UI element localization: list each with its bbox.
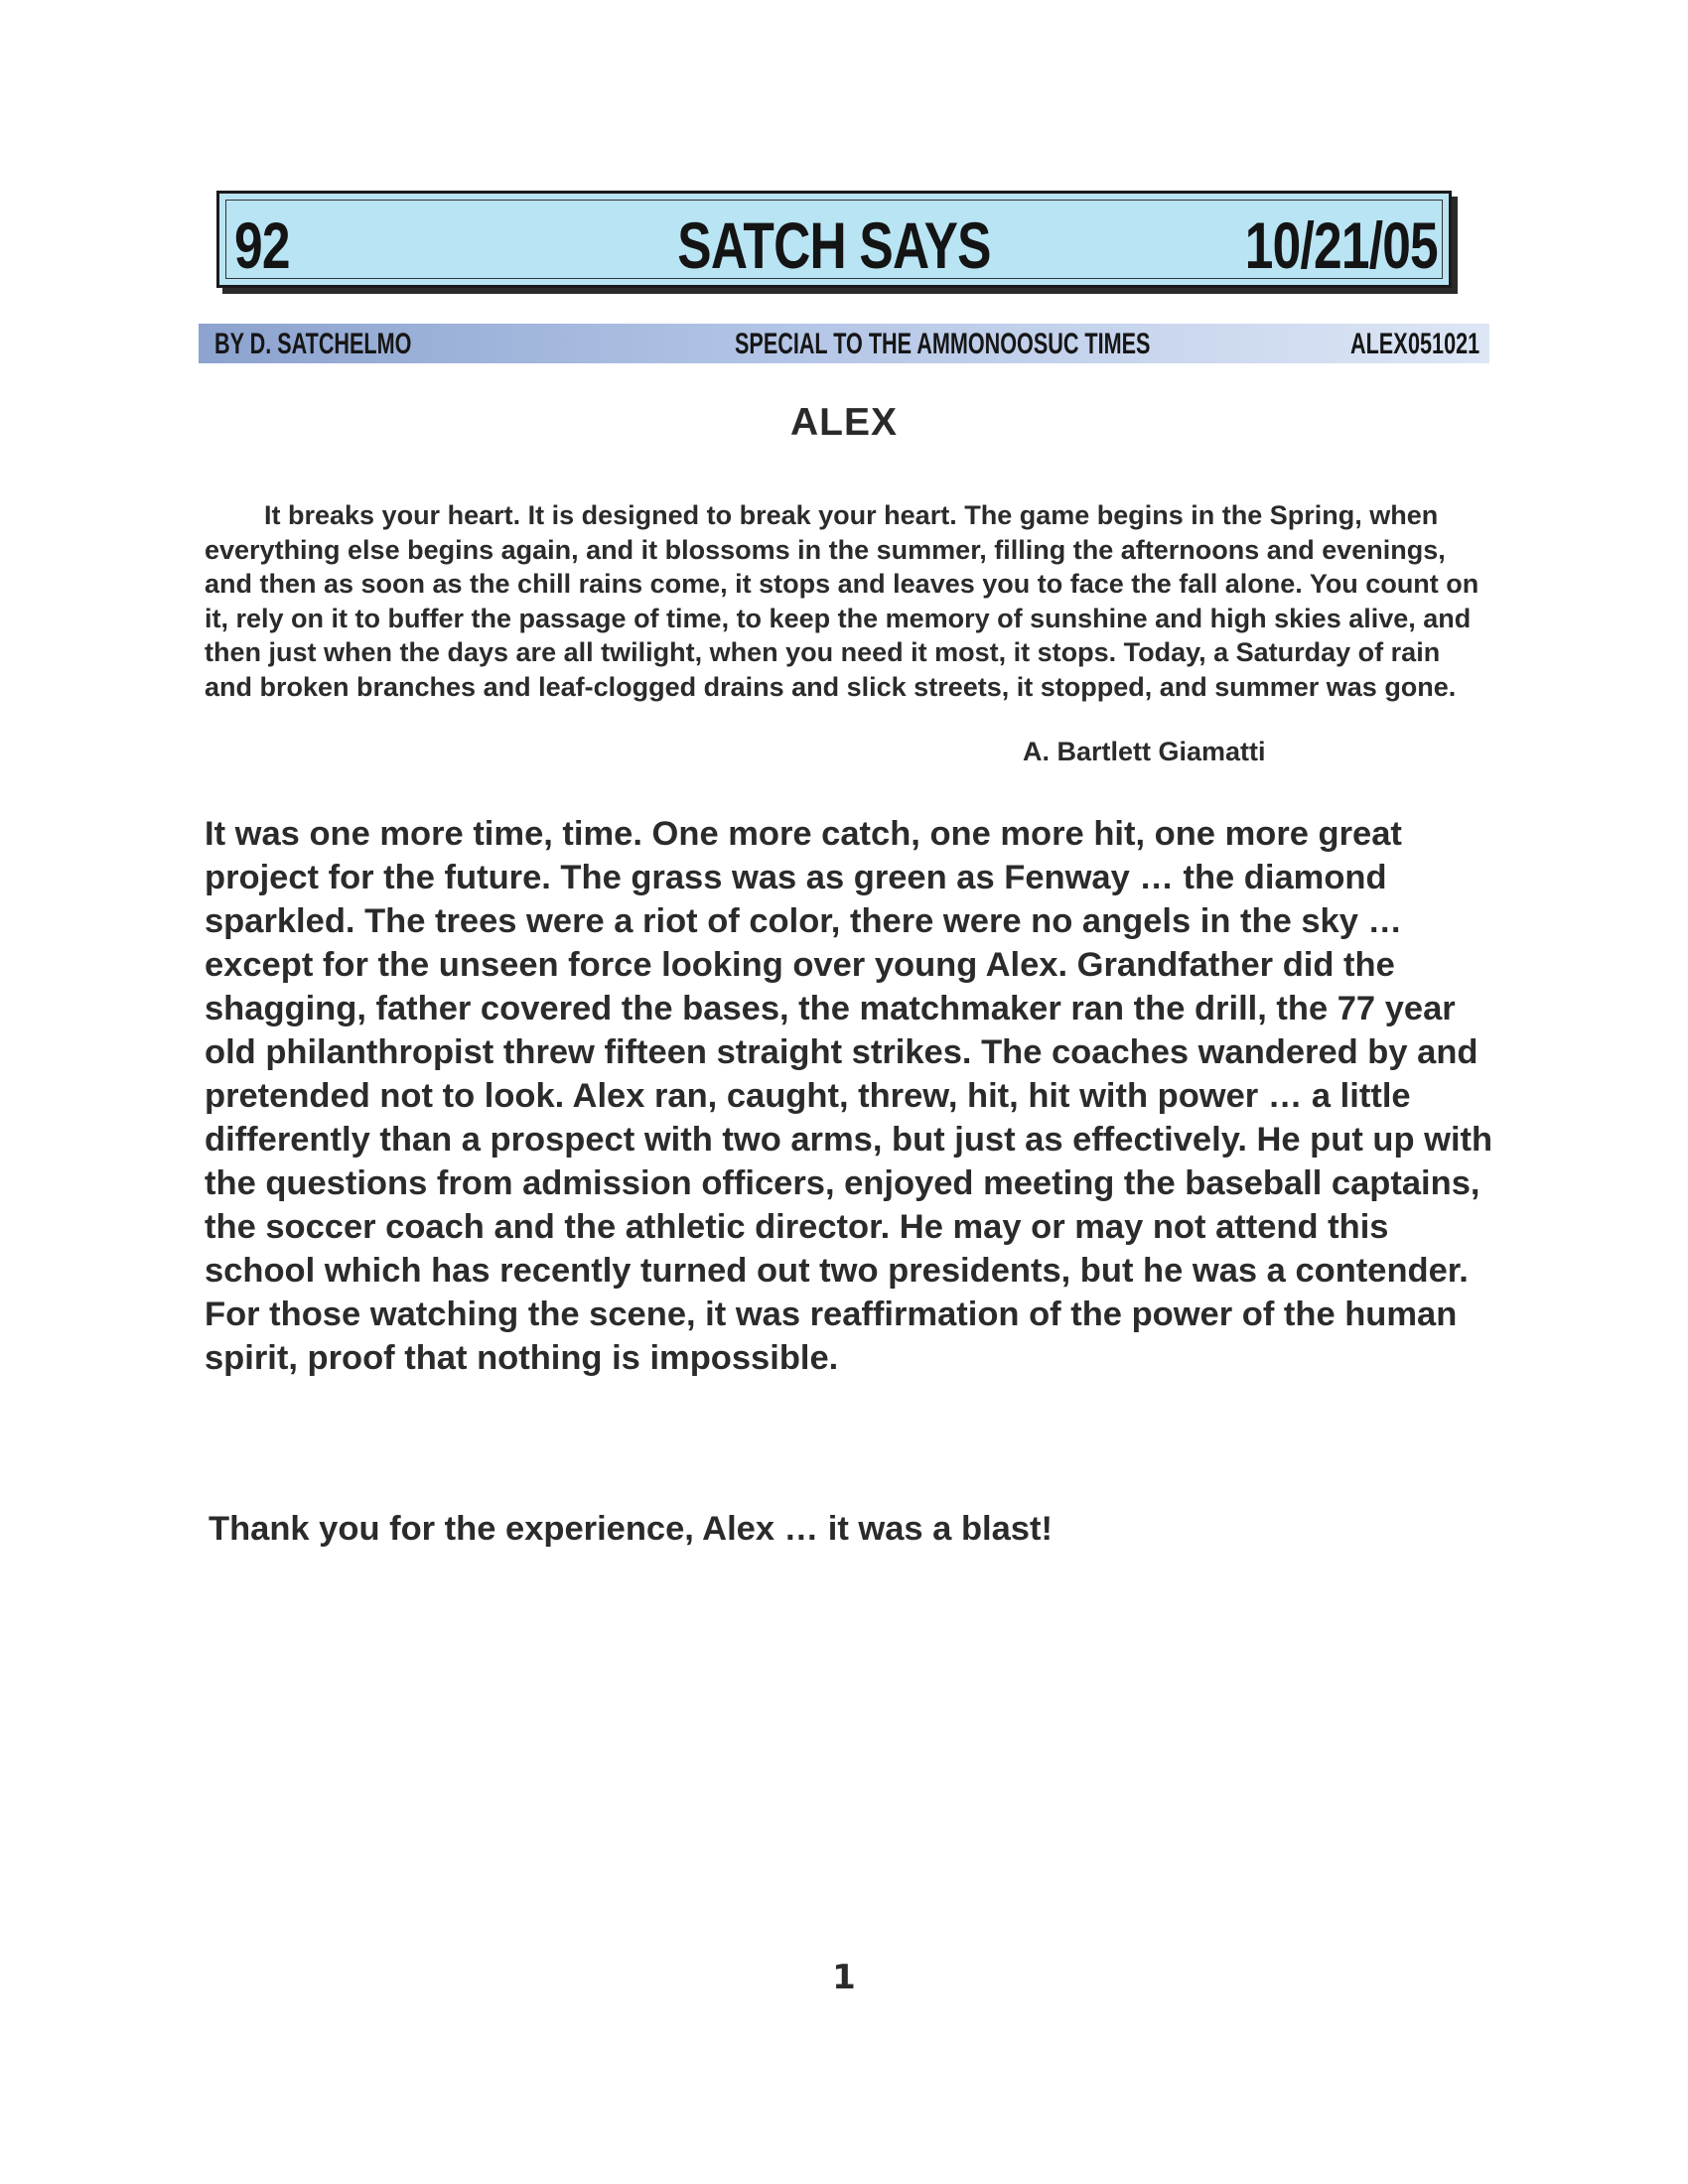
- masthead-inner-frame: [225, 200, 1443, 282]
- article-headline: ALEX: [789, 401, 898, 444]
- byline-slug: ALEX: [1350, 328, 1408, 360]
- byline-publication: SPECIAL TO THE AMMONOOSUC TIMES: [735, 328, 1151, 360]
- issue-date: 10/21/05: [1244, 208, 1438, 282]
- article-closing: Thank you for the experience, Alex … it was a blast!: [209, 1510, 1053, 1548]
- page-number: 1: [832, 1958, 856, 1997]
- byline-author: BY D. SATCHELMO: [214, 328, 412, 360]
- issue-number: 92: [234, 208, 290, 282]
- byline-code: 051021: [1407, 328, 1479, 360]
- column-title: SATCH SAYS: [677, 208, 991, 282]
- epigraph-quote: It breaks your heart. It is designed to break your heart. The game begins in the Spring, when everything else begins again, and it blossoms in the summer, filling the afternoons and evenings, and then as soon as the chill rains come, it stops and leaves you to face the fall alone. You count on it, rely on it to buffer the passage of time, to keep the memory of sunshine and high skies alive, and then just when the days are all twilight, when you need it most, it stops. Today, a Saturday of rain and broken branches and leaf-clogged drains and slick streets, it stopped, and summer was gone.: [205, 500, 1479, 702]
- epigraph-attribution: A. Bartlett Giamatti: [1023, 737, 1266, 766]
- article-body: It was one more time, time. One more catch, one more hit, one more great project for the future. The grass was as green as Fenway … the diamond sparkled. The trees were a riot of color, there were no angels in the sky … except for the unseen force looking over young Alex. Grandfather did the shagging, father covered the bases, the matchmaker ran the drill, the 77 year old philanthropist threw fifteen straight strikes. The coaches wandered by and pretended not to look. Alex ran, caught, threw, hit, hit with power … a little differently than a prospect with two arms, but just as effectively. He put up with the questions from admission officers, enjoyed meeting the baseball captains, the soccer coach and the athletic director. He may or may not attend this school which has recently turned out two presidents, but he was a contender. For those watching the scene, it was reaffirmation of the power of the human spirit, proof that nothing is impossible.: [205, 815, 1493, 1377]
- masthead-box: [216, 191, 1452, 288]
- byline-bar: [199, 324, 1489, 363]
